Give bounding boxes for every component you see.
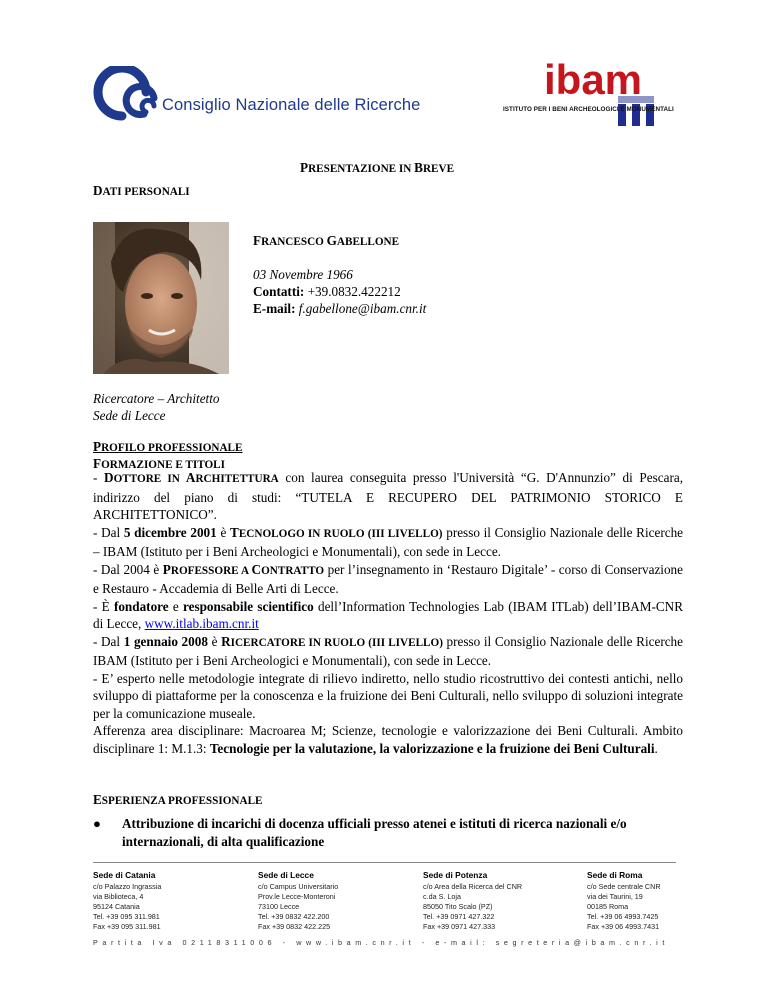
- footer-legal-line: Partita Iva 02118311006 - www.ibam.cnr.it - e-mail: segreteria@ibam.cnr.it: [93, 938, 669, 947]
- portrait-photo: [93, 222, 229, 374]
- birth-date: 03 Novembre 1966: [253, 267, 353, 282]
- profile-heading: PROFILO PROFESSIONALE: [93, 439, 243, 454]
- personal-data-heading: DATI PERSONALI: [93, 183, 190, 198]
- document-title: PRESENTAZIONE IN BREVE: [300, 160, 455, 175]
- job-role: Ricercatore – Architetto: [93, 391, 220, 406]
- cnr-name: Consiglio Nazionale delle Ricerche: [162, 96, 421, 114]
- bullet-icon: ●: [93, 816, 101, 831]
- office-roma: Sede di Roma c/o Sede centrale CNR via dei Taurini, 19 00185 Roma Tel. +39 06 4993.7425 Fax +39 06 4993.7431: [587, 870, 661, 931]
- ibam-logo: [500, 54, 680, 128]
- profile-paragraph: - È fondatore e responsabile scientifico dell’Information Technologies Lab (IBAM ITLab) dell’IBAM-CNR di Lecce, www.itlab.ibam.cnr.it: [93, 598, 684, 631]
- office-lecce: Sede di Lecce c/o Campus Universitario Prov.le Lecce-Monteroni 73100 Lecce Tel. +39 0832 422.200 Fax +39 0832 422.225: [258, 870, 339, 931]
- profile-paragraph: - E’ esperto nelle metodologie integrate di rilievo indiretto, nello studio ricostruttivo dei contesti antichi, nello sviluppo di piattaforme per la conoscenza e la fruizione dei Beni Culturali, nello sviluppo di soluzioni integrate per la comunicazione museale.: [93, 670, 683, 721]
- profile-paragraph: Afferenza area disciplinare: Macroarea M; Scienze, tecnologie e valorizzazione dei Beni Culturali. Ambito disciplinare 1: M.1.3: Tecnologie per la valutazione, la valorizzazione e la fruizione dei Beni Culturali.: [93, 723, 683, 756]
- office-catania: Sede di Catania c/o Palazzo Ingrassia via Biblioteca, 4 95124 Catania Tel. +39 095 311.981 Fax +39 095 311.981: [93, 870, 162, 931]
- person-name: FRANCESCO GABELLONE: [253, 233, 400, 248]
- training-heading: FORMAZIONE E TITOLI: [93, 456, 225, 471]
- email-line: E-mail: f.gabellone@ibam.cnr.it: [253, 301, 427, 316]
- profile-paragraph: - Dal 1 gennaio 2008 è RICERCATORE IN RUOLO (III LIVELLO) presso il Consiglio Nazionale delle Ricerche IBAM (Istituto per i Beni Archeologici e Monumentali), con sede in Lecce.: [93, 633, 684, 668]
- profile-body: [93, 469, 683, 757]
- contact-line: Contatti: +39.0832.422212: [253, 284, 401, 299]
- profile-paragraph: - Dal 5 dicembre 2001 è TECNOLOGO IN RUOLO (III LIVELLO) presso il Consiglio Nazionale delle Ricerche – IBAM (Istituto per i Beni Archeologici e Monumentali), con sede in Lecce.: [93, 524, 684, 559]
- office-potenza: Sede di Potenza c/o Area della Ricerca del CNR c.da S. Loja 85050 Tito Scalo (PZ) Tel. +39 0971 427.322 Fax +39 0971 427.333: [423, 870, 523, 931]
- job-seat: Sede di Lecce: [93, 408, 166, 423]
- experience-item: Attribuzione di incarichi di docenza ufficiali presso atenei e istituti di ricerca nazionali e/o internazionali, di alta qualificazione: [122, 816, 627, 849]
- profile-paragraph: - DOTTORE IN ARCHITETTURA con laurea conseguita presso l'Università “G. D'Annunzio” di Pescara, indirizzo del piano di studi: “TUTELA E RECUPERO DEL PATRIMONIO STORICO E ARCHITETTONICO”.: [93, 470, 683, 522]
- footer-divider: [93, 862, 676, 863]
- experience-heading: ESPERIENZA PROFESSIONALE: [93, 792, 263, 807]
- ibam-wordmark: ibam: [544, 56, 643, 103]
- ibam-subtitle: ISTITUTO PER I BENI ARCHEOLOGICI E MONUMENTALI: [503, 106, 674, 113]
- itlab-link[interactable]: www.itlab.ibam.cnr.it: [144, 616, 259, 631]
- profile-paragraph: - Dal 2004 è PROFESSORE A CONTRATTO per l’insegnamento in ‘Restauro Digitale’ - corso di Conservazione e Restauro - Accademia di Belle Arti di Lecce.: [93, 561, 684, 596]
- email-value[interactable]: f.gabellone@ibam.cnr.it: [295, 301, 427, 316]
